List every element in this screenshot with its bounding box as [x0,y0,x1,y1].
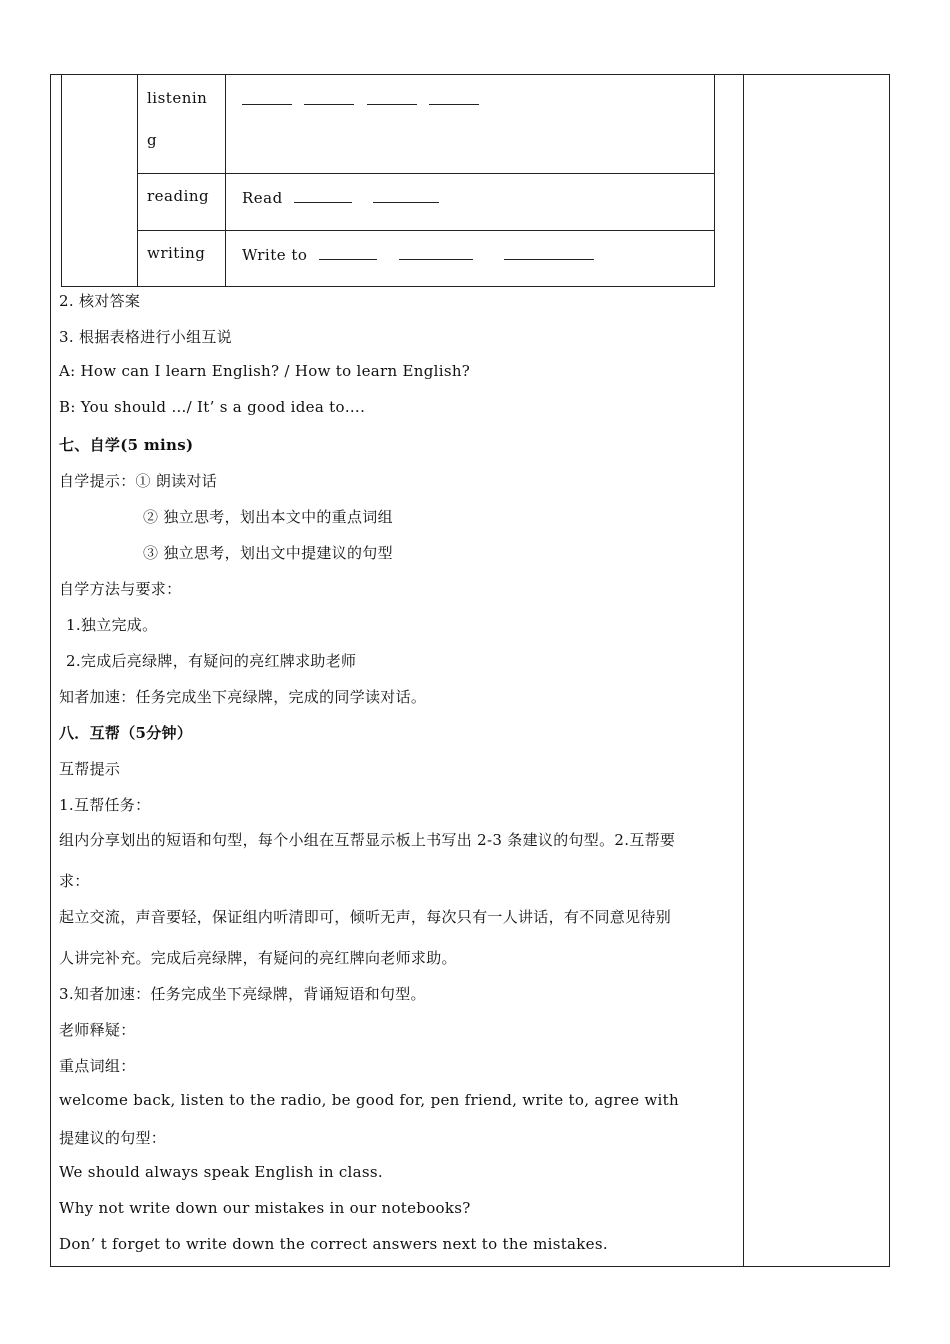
text-line: ③ 独立思考，划出文中提建议的句型 [143,544,393,562]
skills-row-line-2 [137,230,714,231]
text-line: ② 独立思考，划出本文中的重点词组 [143,508,393,526]
text-line: 提建议的句型： [59,1129,167,1147]
listening-blanks [242,89,479,109]
reading-blanks [242,187,439,207]
text-line: 起立交流，声音要轻，保证组内听清即可，倾听无声，每次只有一人讲话，有不同意见待别 [59,908,672,926]
text-line: 老师释疑： [59,1021,136,1039]
text-line: welcome back, listen to the radio, be good for, pen friend, write to, agree with [59,1091,679,1109]
text-line: 互帮提示 [59,760,121,778]
section-heading: 八．互帮（5分钟） [59,724,193,742]
text-line: 1.互帮任务： [59,796,151,814]
text-line: 3. 根据表格进行小组互说 [59,328,232,346]
text-line: 2.完成后亮绿牌，有疑问的亮红牌求助老师 [66,652,357,670]
blank[interactable] [367,89,417,105]
text-line: 知者加速：任务完成坐下亮绿牌，完成的同学读对话。 [59,688,427,706]
writing-blanks [242,244,594,264]
writing-prefix: Write to [242,246,308,264]
reading-prefix: Read [242,189,283,207]
text-line: B: You should …/ It’ s a good idea to…. [59,398,366,416]
text-line: A: How can I learn English? / How to learn English? [59,362,471,380]
skills-table [61,75,715,287]
text-line: 人讲完补充。完成后亮绿牌，有疑问的亮红牌向老师求助。 [59,949,457,967]
text-line: 组内分享划出的短语和句型，每个小组在互帮显示板上书写出 2-3 条建议的句型。2.互帮要 [59,831,676,849]
blank[interactable] [304,89,354,105]
blank[interactable] [504,244,594,260]
text-line: 自学方法与要求： [59,580,182,598]
text-line: We should always speak English in class. [59,1163,383,1181]
skill-listening-b: g [147,131,158,149]
skills-row-line-1 [137,173,714,174]
column-divider [743,75,744,1266]
skill-reading: reading [147,187,210,205]
skills-col-line-2 [225,75,226,286]
skill-listening-a: listenin [147,89,208,107]
text-line: Why not write down our mistakes in our notebooks? [59,1199,471,1217]
blank[interactable] [294,187,352,203]
text-line: 1.独立完成。 [66,616,158,634]
skill-writing: writing [147,244,206,262]
skills-col-line-1 [137,75,138,286]
blank[interactable] [373,187,439,203]
text-line: 重点词组： [59,1057,136,1075]
text-line: 2. 核对答案 [59,292,141,310]
blank[interactable] [319,244,377,260]
text-line: 求： [59,872,90,890]
blank[interactable] [242,89,292,105]
blank[interactable] [399,244,473,260]
text-line: 3.知者加速：任务完成坐下亮绿牌，背诵短语和句型。 [59,985,426,1003]
blank[interactable] [429,89,479,105]
text-line: 自学提示：① 朗读对话 [59,472,218,490]
section-heading: 七、自学(5 mins) [59,436,194,454]
text-line: Don’ t forget to write down the correct answers next to the mistakes. [59,1235,608,1253]
